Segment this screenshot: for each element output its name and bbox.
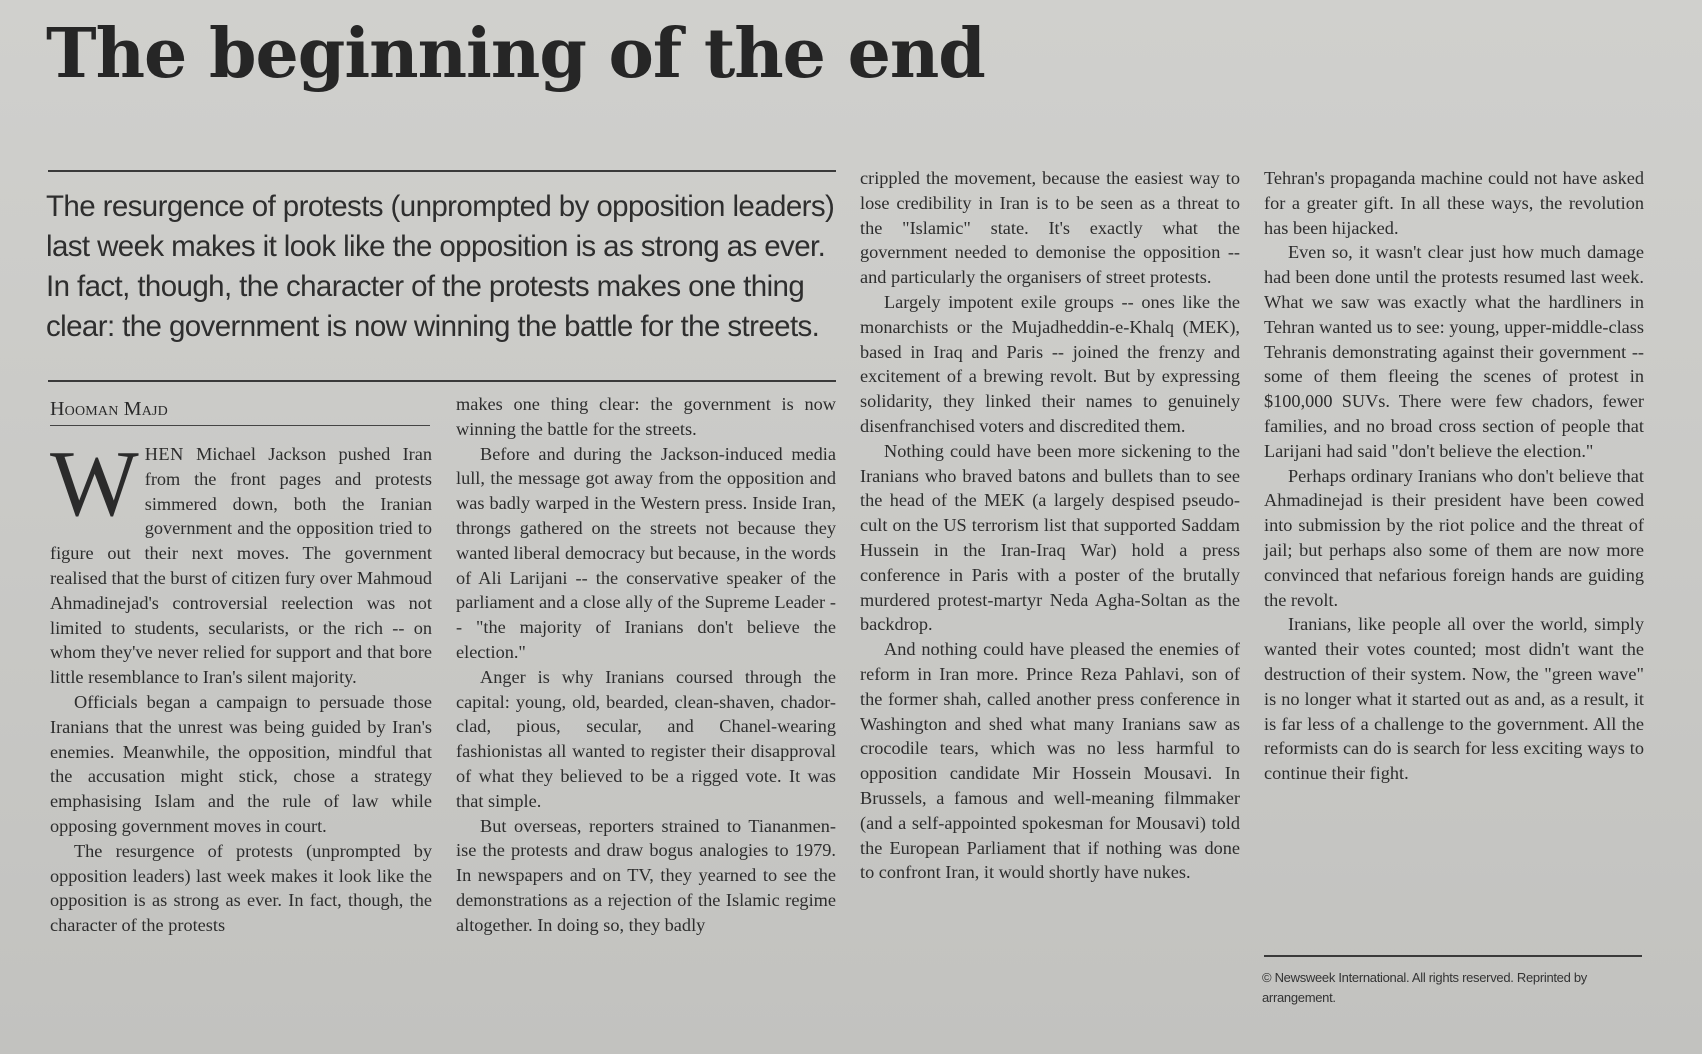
paragraph: Largely impotent exile groups -- ones like the monarchists or the Mujadheddin-e-Khalq (MEK), based in Iraq and Paris -- joined the frenzy and excitement of a brewing revolt. But by expressing solidarity, they linked their names to genuinely disenfranchised voters and discredited them. [860,291,1240,436]
headline: The beginning of the end [46,14,985,94]
standfirst-top-rule [48,170,836,172]
paragraph: Iranians, like people all over the world, simply wanted their votes counted; most didn't want the destruction of their system. Now, the "green wave" is no longer what it started out as and, as a result, it is far less of a challenge to the government. All the reformists can do is search for less exciting ways to continue their fight. [1264,614,1644,784]
byline: Hooman Majd [50,398,430,426]
paragraph: But overseas, reporters strained to Tiananmen-ise the protests and draw bogus analogies to 1979. In newspapers and on TV, they yearned to see the demonstrations as a rejection of the Islamic regime altogether. In doing so, they badly [456,815,836,935]
copyright-notice: © Newsweek International. All rights reserved. Reprinted by arrangement. [1262,970,1587,1005]
paragraph: Nothing could have been more sickening to the Iranians who braved batons and bullets than to see the head of the MEK (a largely despised pseudo-cult on the US terrorism list that supported Saddam Hussein in the Iran-Iraq War) hold a press conference in Paris with a poster of the brutally murdered protest-martyr Neda Agha-Soltan as the backdrop. [860,440,1240,635]
lead-in-caps: HEN [144,444,184,464]
article-column-2 [456,392,836,938]
paragraph: Anger is why Iranians coursed through the capital: young, old, bearded, clean-shaven, chador-clad, pious, secular, and Chanel-wearing fashionistas all wanted to register their disapproval of what they believed to be a rigged vote. It was that simple. [456,666,836,811]
paragraph: Even so, it wasn't clear just how much damage had been done until the protests resumed last week. What we saw was exactly what the hardliners in Tehran wanted us to see: young, upper-middle-class Tehranis demonstrating against their government -- some of them fleeing the scenes of protest in $100,000 SUVs. There were few chadors, fewer families, and no broad cross section of people that Larijani had said "don't believe the election." [1264,242,1644,461]
paragraph: And nothing could have pleased the enemies of reform in Iran more. Prince Reza Pahlavi, son of the former shah, called another press conference in Washington and shed what many Iranians saw as crocodile tears, which was no less harmful to opposition candidate Mir Hossein Mousavi. In Brussels, a famous and well-meaning filmmaker (and a self-appointed spokesman for Mousavi) told the European Parliament that if nothing was done to confront Iran, it would shortly have nukes. [860,639,1240,883]
paragraph: makes one thing clear: the government is now winning the battle for the streets. [456,394,836,439]
paragraph: crippled the movement, because the easiest way to lose credibility in Iran is to be seen as a threat to the "Islamic" state. It's exactly what the government needed to demonise the opposition -- and particularly the organisers of street protests. [860,168,1240,288]
article-column-4 [1264,166,1644,786]
paragraph: Before and during the Jackson-induced media lull, the message got away from the opposition and was badly warped in the Western press. Inside Iran, throngs gathered on the streets not because they wanted liberal democracy but because, in the words of Ali Larijani -- the conservative speaker of the parliament and a close ally of the Supreme Leader -- "the majority of Iranians don't believe the election." [456,443,836,662]
paragraph: The resurgence of protests (unprompted by opposition leaders) last week makes it look like the opposition is as strong as ever. In fact, though, the character of the protests [50,840,432,936]
paragraph: Perhaps ordinary Iranians who don't believe that Ahmadinejad is their president have been cowed into submission by the riot police and the threat of jail; but perhaps also some of them are now more convinced that nefarious foreign hands are guiding the revolt. [1264,465,1644,610]
paragraph-text: Michael Jackson pushed Iran from the front pages and protests simmered down, both the Iranian government and the opposition tried to figure out their next moves. The government realised that the burst of citizen fury over Mahmoud Ahmadinejad's controversial reelection was not limited to students, secularists, or the rich -- on whom they've never relied for support and that bore little resemblance to Iran's silent majority. [50,444,432,688]
drop-cap: W [50,432,139,536]
standfirst: The resurgence of protests (unprompted by opposition leaders) last week makes it look like the opposition is as strong as ever. In fact, though, the character of the protests makes one thing clear: the government is now winning the battle for the streets. [46,190,835,343]
article-column-1 [50,432,432,938]
copyright-rule [1264,955,1642,957]
paragraph [50,432,432,690]
standfirst-bottom-rule [48,380,836,382]
paragraph: Tehran's propaganda machine could not have asked for a greater gift. In all these ways, the revolution has been hijacked. [1264,168,1644,238]
article-column-3 [860,166,1240,885]
paragraph: Officials began a campaign to persuade those Iranians that the unrest was being guided by Iran's enemies. Meanwhile, the opposition, mindful that the accusation might stick, chose a strategy emphasising Islam and the rule of law while opposing government moves in court. [50,691,432,836]
